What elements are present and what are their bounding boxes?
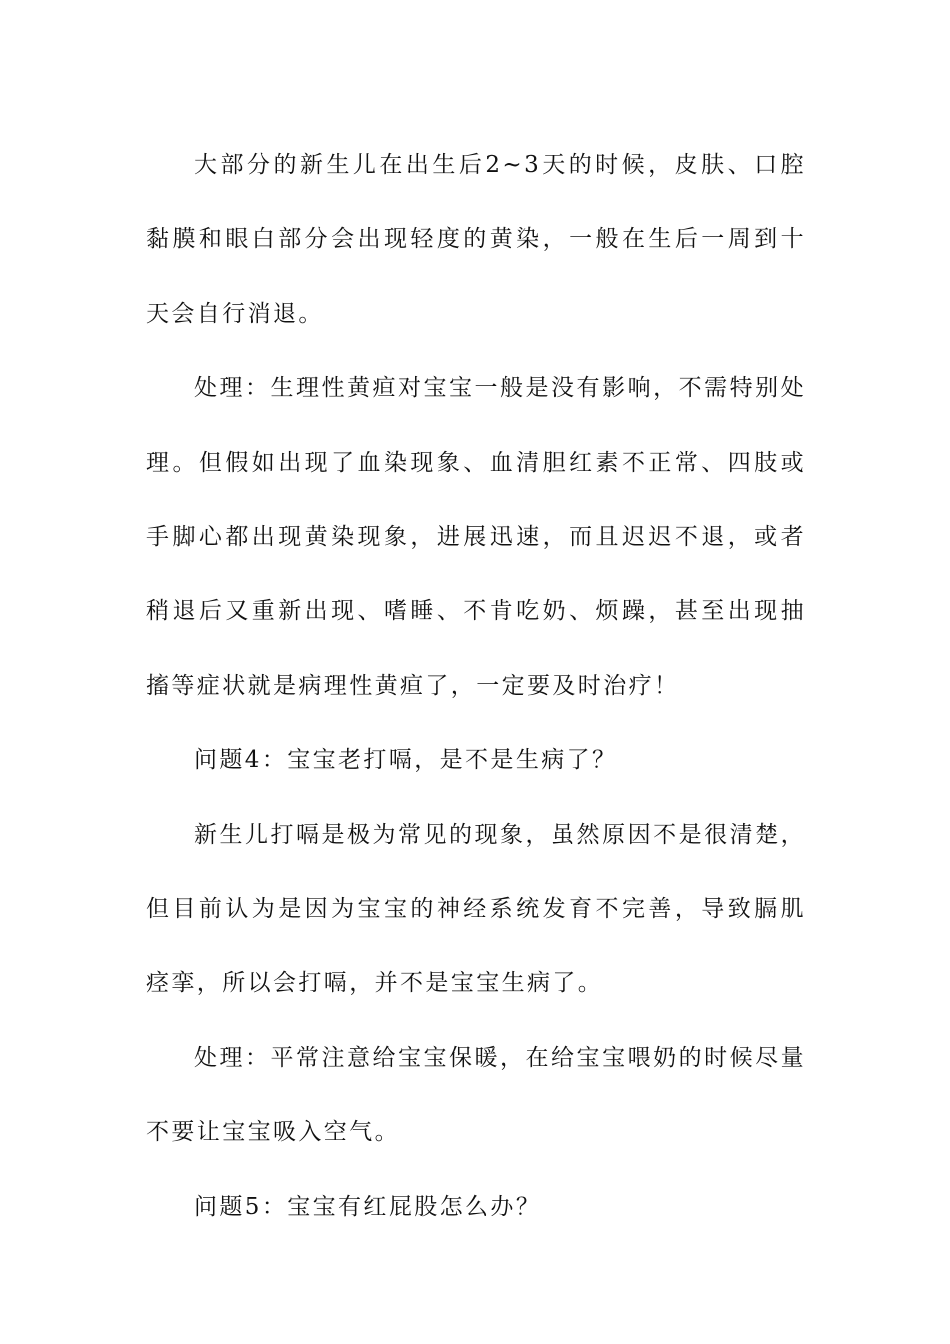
paragraph-hiccup-explanation: 新生儿打嗝是极为常见的现象，虽然原因不是很清楚，但目前认为是因为宝宝的神经系统发育不完善，导致膈肌痉挛，所以会打嗝，并不是宝宝生病了。 — [146, 821, 806, 997]
document-body — [146, 128, 806, 1244]
paragraph-jaundice-treatment: 处理：生理性黄疸对宝宝一般是没有影响，不需特别处理。但假如出现了血染现象、血清胆红素不正常、四肢或手脚心都出现黄染现象，进展迅速，而且迟迟不退，或者稍退后又重新出现、嗜睡、不肯吃奶、烦躁，甚至出现抽搐等症状就是病理性黄疸了，一定要及时治疗！ — [146, 375, 806, 699]
paragraph-hiccup-treatment: 处理：平常注意给宝宝保暖，在给宝宝喂奶的时候尽量不要让宝宝吸入空气。 — [146, 1044, 806, 1146]
paragraph-jaundice-intro: 大部分的新生儿在出生后2~3天的时候，皮肤、口腔黏膜和眼白部分会出现轻度的黄染，一般在生后一周到十天会自行消退。 — [146, 152, 806, 327]
question-4-heading: 问题4：宝宝老打嗝，是不是生病了？ — [194, 747, 618, 774]
question-5-heading: 问题5：宝宝有红屁股怎么办？ — [194, 1193, 542, 1220]
